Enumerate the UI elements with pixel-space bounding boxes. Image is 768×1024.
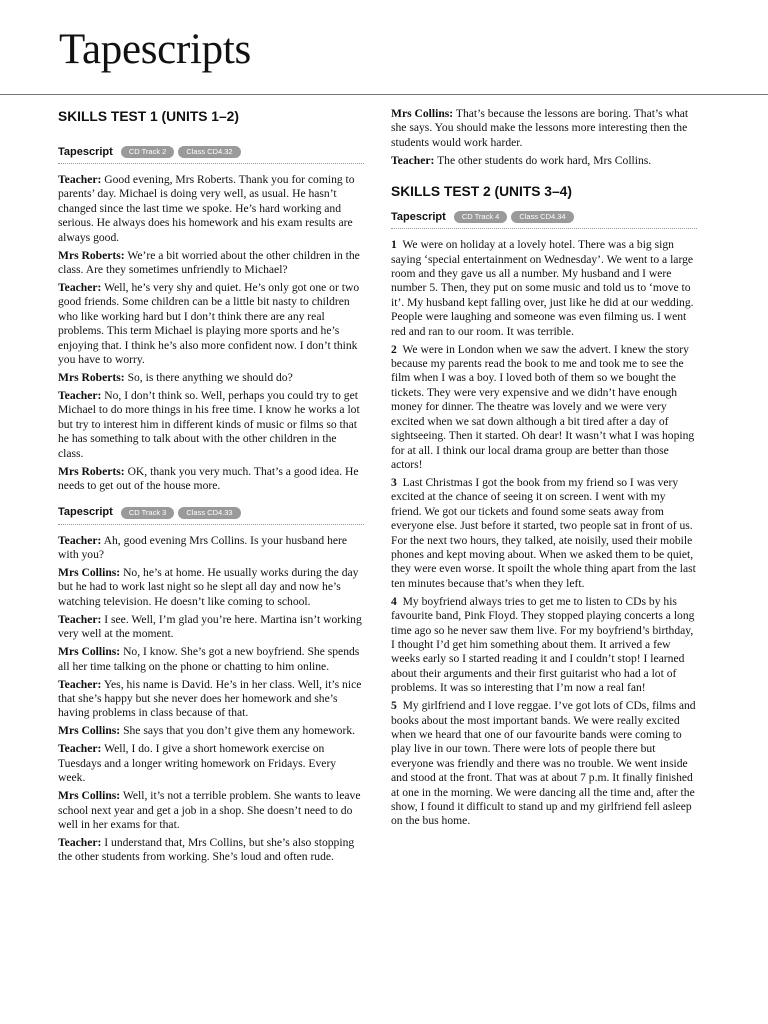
story-item: [391, 476, 697, 591]
line-text: The other students do work hard, Mrs Collins.: [437, 153, 652, 167]
speaker: Mrs Roberts:: [58, 248, 125, 262]
line-text: We’re a bit worried about the other children in the class. Are they sometimes unfriendly to Michael?: [58, 248, 360, 277]
cd-track-badge: CD Track 2: [121, 146, 175, 158]
line-text: No, I don’t think so. Well, perhaps you could try to get Michael to do more things in his free time. I know he works a lot but try to interest him in different kinds of music or films so that he has something to talk about with the other children in the class.: [58, 389, 360, 460]
item-text: My girlfriend and I love reggae. I’ve got lots of CDs, films and books about the most important bands. We were really excited when we heard that one of our favourite bands were coming to play live in our town. There were lots of people there but everyone was friendly and there was no trouble. We went inside and stood at the front. That was at about 7 p.m. It finally finished at one in the morning. We were dancing all the time and, after the show, I found it difficult to stand up and my girlfriend fell asleep on the bus home.: [391, 699, 696, 828]
line-text: No, I know. She’s got a new boyfriend. She spends all her time talking on the phone or chatting to him online.: [58, 645, 360, 673]
tapescript-header-1: [58, 143, 364, 164]
right-column: [391, 96, 697, 832]
numbered-stories: [391, 238, 697, 829]
item-text: We were in London when we saw the advert. I knew the story because my parents read the book to me and took me to see the film when I was a boy. I loved both of them so we bought the tickets. They were very expensive and we didn’t have enough money for dinner. The theatre was lovely and we were very excited when we sat down although a bit tired after a day of sightseeing. Then it started. Oh dear! It wasn’t what I was hoping for at all. I think our local drama group are better than those actors!: [391, 342, 695, 471]
speaker: Teacher:: [58, 389, 102, 403]
skills-test-2-heading: SKILLS TEST 2 (UNITS 3–4): [391, 184, 572, 200]
item-text: Last Christmas I got the book from my friend so I was very excited at the chance of seeing it on screen. I went with my friend. We got our tickets and found some seats away from everyone else. Just before it started, two people sat in front of us. For the next two hours, they talked, ate noisily, used their mobile phones and kept moving about. When we asked them to be quiet, they were even worse. It spoilt the whole thing apart from the last ten minutes because that’s when they left.: [391, 475, 696, 590]
dialogue-line: [58, 678, 364, 721]
speaker: Teacher:: [58, 742, 102, 756]
dialogue-line: [58, 371, 364, 385]
speaker: Mrs Collins:: [391, 107, 454, 120]
dialogue-line: [58, 566, 364, 609]
dialogue-line: [58, 724, 364, 738]
speaker: Teacher:: [58, 612, 102, 626]
line-text: OK, thank you very much. That’s a good idea. He needs to get out of the house more.: [58, 464, 359, 493]
dialogue-line: [58, 534, 364, 563]
line-text: Well, it’s not a terrible problem. She wants to leave school next year and get a job in a shop. She doesn’t need to do well in her exams for that.: [58, 789, 361, 831]
cd-track-badge: CD Track 4: [454, 211, 508, 223]
line-text: I see. Well, I’m glad you’re here. Martina isn’t working very well at the moment.: [58, 612, 362, 641]
class-cd-badge: Class CD4.33: [178, 507, 240, 519]
dialogue-line: [58, 742, 364, 785]
tapescript-header-3: [391, 208, 697, 229]
dialogue-1: [58, 173, 364, 494]
item-number: 2: [391, 342, 397, 356]
dialogue-line: [58, 465, 364, 494]
speaker: Teacher:: [58, 281, 102, 295]
story-item: [391, 343, 697, 473]
cd-track-badge: CD Track 3: [121, 507, 175, 519]
line-text: That’s because the lessons are boring. That’s what she says. You should make the lessons more interesting then the students would work harder.: [391, 107, 689, 149]
line-text: Well, he’s very shy and quiet. He’s only got one or two good friends. Some children can be a little bit nasty to children who like working hard but I don’t think there are any real problems. This term Michael is playing more sports and he’s enjoying that. I think he’s also more confident now. I don’t think you have to worry.: [58, 281, 360, 367]
tapescript-label: Tapescript: [58, 145, 113, 158]
speaker: Teacher:: [58, 533, 102, 547]
left-column: [58, 96, 364, 868]
story-item: [391, 238, 697, 339]
class-cd-badge: Class CD4.34: [511, 211, 573, 223]
item-text: We were on holiday at a lovely hotel. There was a big sign saying ‘special entertainment on Wednesday’. We went to a large room and they gave us all a number. My husband and I were number 5. Then, they put on some music and told us to ‘move to it’. My husband kept falling over, just like he did at our wedding. People were laughing and someone was even filming us. I went red and ran to our room. It was terrible.: [391, 238, 694, 338]
line-text: I understand that, Mrs Collins, but she’s also stopping the other students from working. She’s loud and often rude.: [58, 835, 355, 864]
speaker: Teacher:: [58, 835, 102, 849]
line-text: Good evening, Mrs Roberts. Thank you for coming to parents’ day. Michael is doing very well, as usual. He hasn’t changed since the last time we spoke. He’s hard working and serious. He always does his homework and his exam results are always good.: [58, 173, 355, 244]
line-text: Yes, his name is David. He’s in her class. Well, it’s nice that she’s happy but she never does her homework and she’s having problems in class because of that.: [58, 677, 362, 720]
line-text: No, he’s at home. He usually works during the day but he had to work last night so he slept all day and now he’s watching television. He doesn’t like coming to school.: [58, 565, 359, 608]
story-item: [391, 595, 697, 696]
line-text: Well, I do. I give a short homework exercise on Tuesdays and a longer writing homework on Fridays. Every week.: [58, 742, 337, 785]
dialogue-2-continued: [391, 107, 697, 168]
speaker: Teacher:: [391, 153, 435, 167]
dialogue-line: [391, 154, 697, 168]
speaker: Mrs Collins:: [58, 565, 121, 579]
dialogue-line: [391, 107, 697, 150]
page-title: Tapescripts: [59, 26, 251, 73]
speaker: Mrs Roberts:: [58, 371, 125, 385]
line-text: So, is there anything we should do?: [127, 371, 293, 385]
dialogue-line: [58, 389, 364, 461]
speaker: Teacher:: [58, 173, 102, 186]
speaker: Mrs Roberts:: [58, 464, 125, 478]
dialogue-line: [58, 281, 364, 367]
speaker: Mrs Collins:: [58, 645, 121, 659]
dialogue-line: [58, 645, 364, 674]
story-item: [391, 699, 697, 829]
tapescript-label: Tapescript: [58, 506, 113, 519]
dialogue-line: [58, 249, 364, 278]
dialogue-2: [58, 534, 364, 865]
item-number: 3: [391, 475, 397, 489]
speaker: Mrs Collins:: [58, 789, 121, 803]
dialogue-line: [58, 173, 364, 245]
speaker: Teacher:: [58, 677, 102, 691]
tapescript-label: Tapescript: [391, 211, 446, 224]
item-text: My boyfriend always tries to get me to listen to CDs by his favourite band, Pink Floyd. They stopped playing concerts a long time ago so he never saw them live. For my boyfriend’s birthday, I thought I’d get him something about them. It arrived a few weeks early so I started reading it and I couldn’t stop! I learned about their arguments and their first guitarist who had a lot of problems. It was so interesting that I’m now a real fan!: [391, 594, 695, 695]
dialogue-line: [58, 789, 364, 832]
skills-test-1-heading: SKILLS TEST 1 (UNITS 1–2): [58, 109, 239, 124]
line-text: She says that you don’t give them any homework.: [123, 724, 356, 738]
item-number: 4: [391, 594, 397, 608]
class-cd-badge: Class CD4.32: [178, 146, 240, 158]
dialogue-line: [58, 613, 364, 642]
line-text: Ah, good evening Mrs Collins. Is your husband here with you?: [58, 533, 348, 561]
item-number: 1: [391, 238, 397, 252]
item-number: 5: [391, 699, 397, 713]
tapescript-header-2: [58, 504, 364, 525]
dialogue-line: [58, 836, 364, 865]
title-divider: [0, 94, 768, 95]
speaker: Mrs Collins:: [58, 724, 121, 738]
